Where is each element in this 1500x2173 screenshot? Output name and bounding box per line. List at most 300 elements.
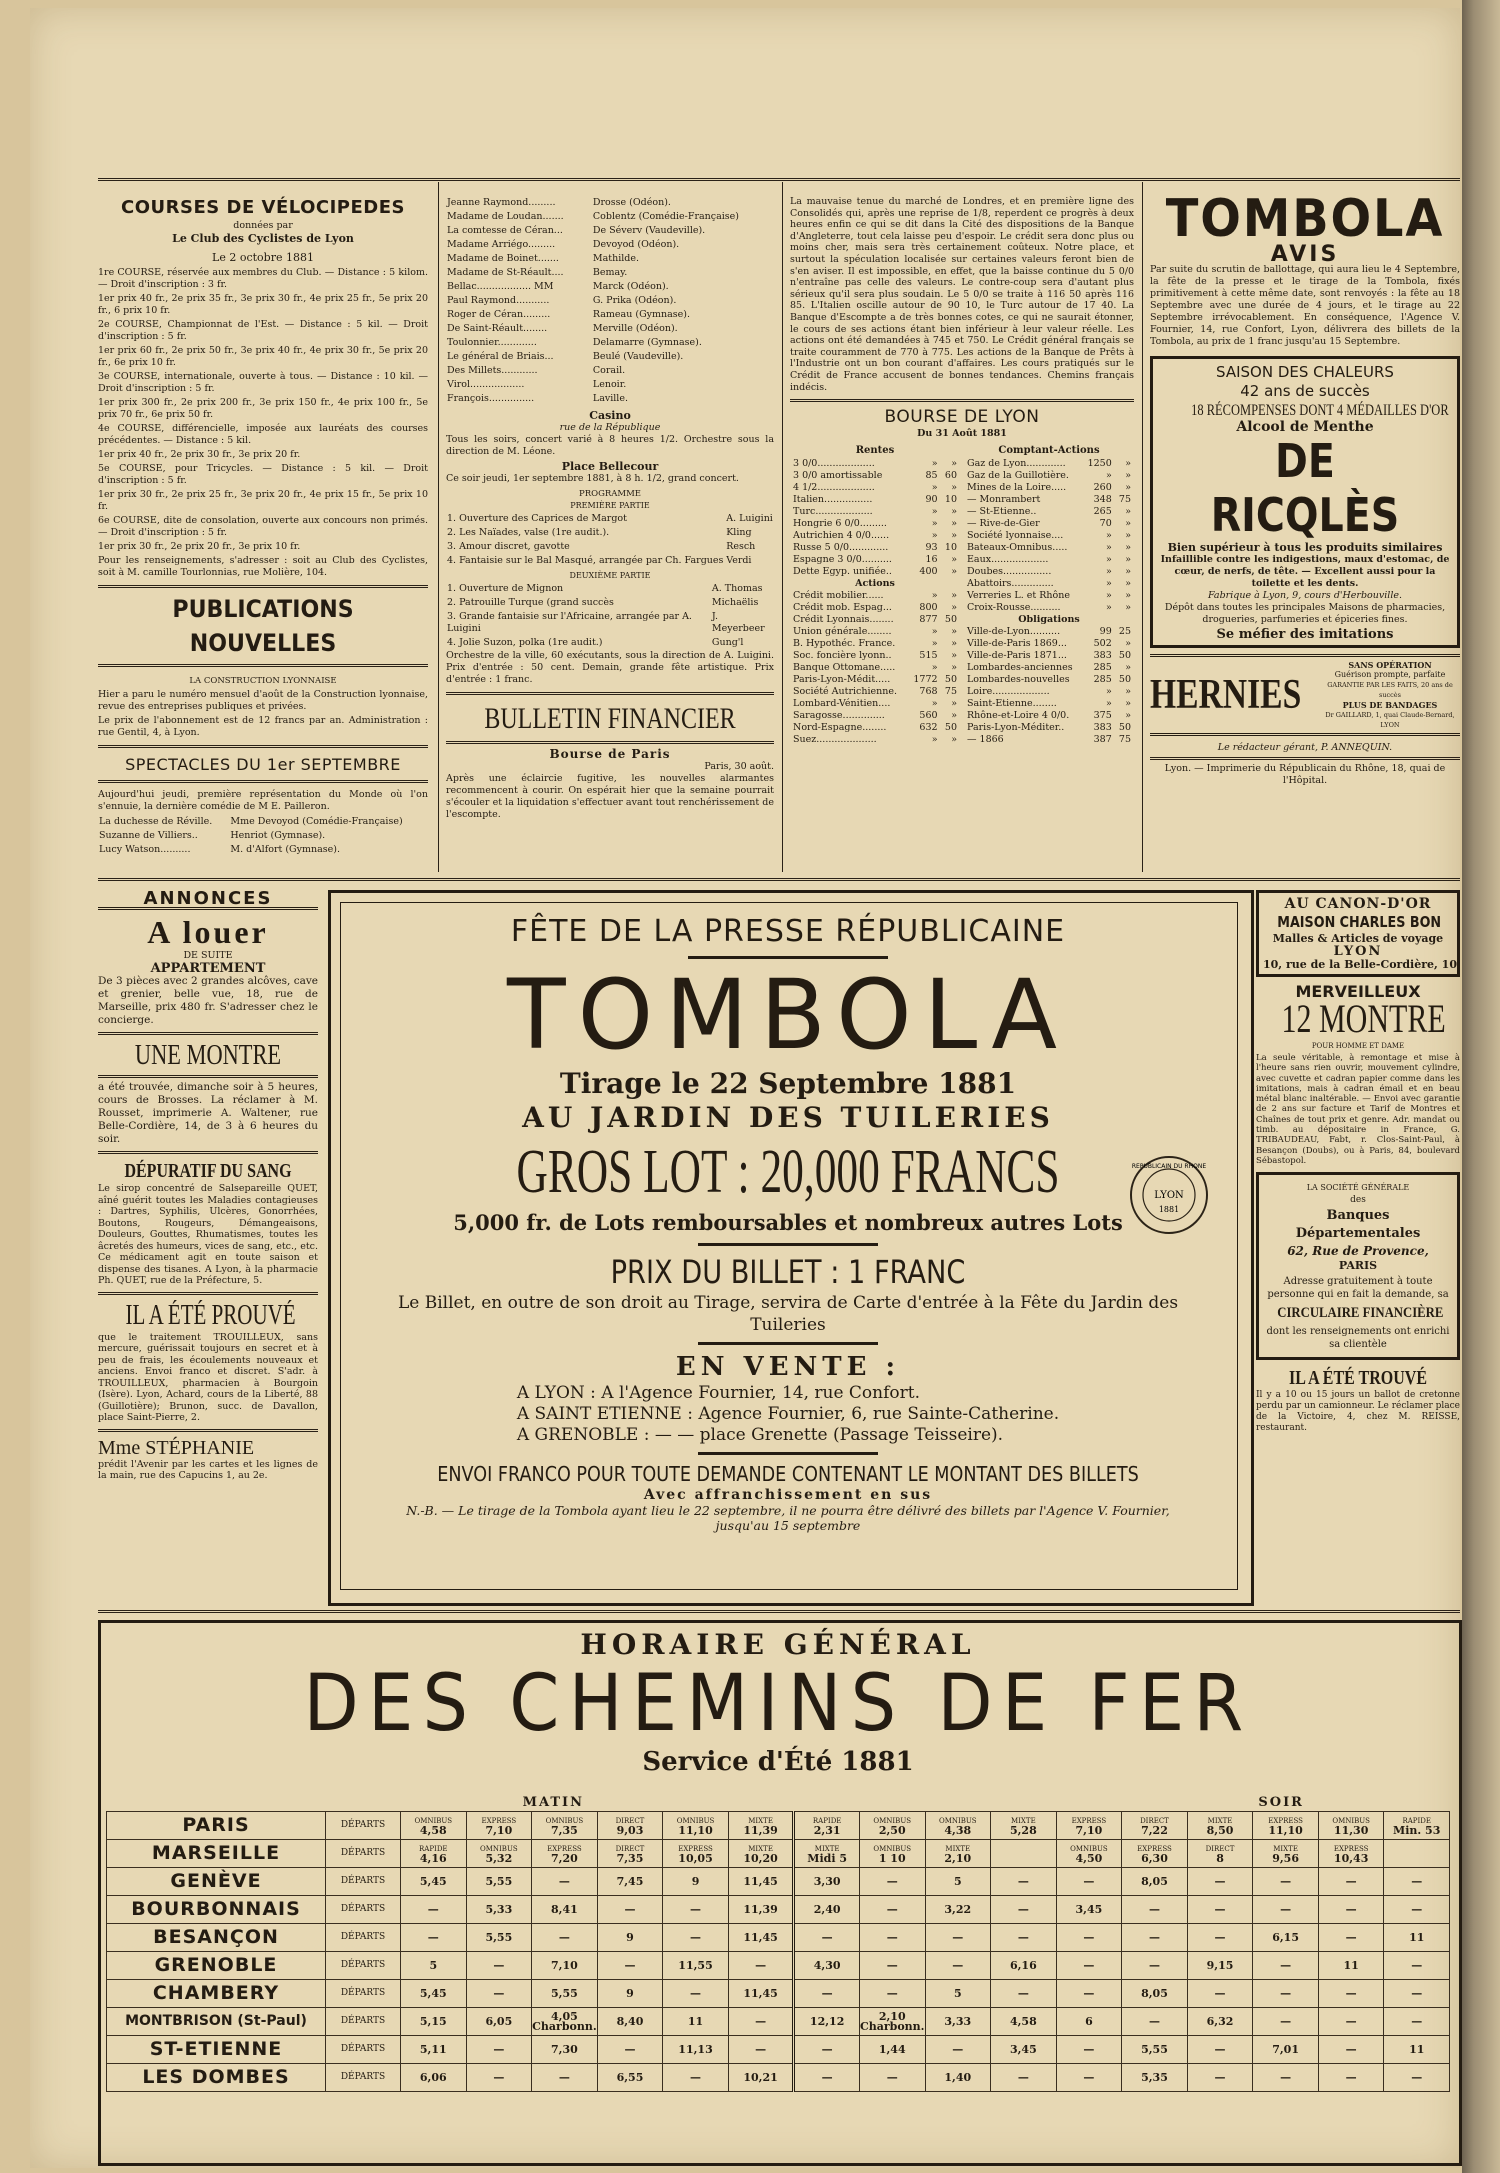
horaire-time-cell [925,2008,991,2036]
horaire-time-cell [1384,1840,1450,1868]
bourse-cents: » [951,662,957,674]
courses-line: 1er prix 40 fr., 2e prix 30 fr., 3e prix 20 fr. [98,449,301,460]
column-3 [790,196,1134,746]
train-type: EXPRESS [1268,1816,1303,1825]
bourse-cents: » [951,506,957,518]
bourse-cents: » [1125,518,1131,530]
page-edge [1462,0,1500,2173]
bourse-cents: » [1125,638,1131,650]
bourse-row [964,710,1134,722]
stamp-seal [1124,1150,1214,1240]
bourse-cents: 50 [944,674,957,686]
horaire-time-cell [1187,1896,1253,1924]
column-4 [1150,190,1460,787]
horaire-time-cell [1318,1812,1384,1840]
train-time: 2,31 [813,1823,841,1837]
horaire-time-cell [1056,1868,1122,1896]
train-time: 5,35 [1141,2070,1168,2084]
bourse-cents: 75 [1118,494,1131,506]
train-time: — [886,1902,898,1916]
casino-text: Tous les soirs, concert varié à 8 heures 1/2. Orchestre sous la direction de M. Léone. [446,434,774,457]
programme-item [446,526,774,540]
horaire-time-cell [1122,1840,1188,1868]
horaire-time-cell [466,1840,532,1868]
train-type: EXPRESS [1071,1816,1107,1825]
horaire-time-cell [794,2064,860,2092]
bourse-price: » [931,590,938,602]
train-time: — [1083,2042,1095,2056]
train-time: 3,45 [1009,2042,1037,2056]
horaire-city: GRENOBLE [107,1952,326,1980]
bourse-row [790,638,960,650]
cast-row [98,843,428,857]
cast-actor: Coblentz (Comédie-Française) [592,211,739,222]
bourse-cents: » [951,710,957,722]
bourse-row [790,602,960,614]
trouve-text: Il y a 10 ou 15 jours un ballot de cretonne perdu par un camionneur. Le réclamer place de la Victoire, 4, chez M. REISSE, restaurant. [1256,1390,1461,1434]
train-time: — [1280,1902,1292,1916]
train-type: OMNIBUS [545,1816,584,1825]
horaire-time-cell [1318,1924,1384,1952]
cast-actor: Mme Devoyod (Comédie-Française) [230,816,403,827]
piece: 3. Amour discret, gavotte [447,541,570,552]
bourse-name: Crédit mob. Espag... [793,602,892,614]
horaire-time-cell [925,1952,991,1980]
cast-actor: Drosse (Odéon). [592,197,671,208]
programme-item [446,512,774,526]
divider [98,1075,318,1078]
horaire-time-cell [466,1952,532,1980]
bourse-price: 387 [1093,734,1112,746]
bourse-cents: » [951,602,957,614]
bourse-name: Abattoirs.............. [967,578,1054,590]
train-time: — [1345,2042,1357,2056]
train-time: — [1214,2070,1226,2084]
horaire-time-cell [925,2064,991,2092]
spectacles-title: SPECTACLES DU 1er SEPTEMBRE [125,755,401,774]
cast-role: Suzanne de Villiers.. [99,830,198,841]
bourse-name: B. Hypothéc. France. [793,638,896,650]
horaire-time-cell [532,2008,598,2036]
horaire-time-cell [728,1924,794,1952]
col-sep-2 [782,182,783,872]
horaire-time-cell [991,1868,1057,1896]
horaire-time-cell [794,1812,860,1840]
bourse-cents: » [1125,482,1131,494]
train-time: 8,40 [616,2014,644,2028]
bourse-cents: 50 [944,722,957,734]
montre12-sub: POUR HOMME ET DAME [1311,1042,1405,1050]
depuratif-text: Le sirop concentré de Salsepareille QUET, aîné guérit toutes les Maladies contagieuses : Dartres, Syphilis, Ulcères, Gonorrhées, Boutons, Rougeurs, Démangeaisons, Douleurs, Gouttes, Rhumatismes, toutes les âcretés des humeurs, vices de sang, etc., etc. Ce médicament agit en toute saison et dispense des tisanes. A Lyon, à la pharmacie Ph. QUET, rue de la Préfecture, 5. [98,1183,318,1286]
train-time: 4,05 Charbonn. [532,2009,597,2033]
train-time: 8,05 [1141,1986,1168,2000]
cast-actor: Laville. [592,393,628,404]
horaire-time-cell [1253,1924,1319,1952]
horaire-time-cell [1318,1868,1384,1896]
horaire-time-cell [1384,1980,1450,2008]
horaire-time-cell [1187,1868,1253,1896]
train-time: 6,16 [1009,1958,1037,1972]
bourse-cents: » [1125,662,1131,674]
bourse-price: 348 [1093,494,1112,506]
bourse-name: Gaz de Lyon............. [967,458,1066,470]
train-time: — [821,1930,833,1944]
bourse-name: Saragosse.............. [793,710,885,722]
train-time: 7,45 [616,1874,644,1888]
train-time: — [1083,1986,1095,2000]
bourse-cents: 50 [1118,722,1131,734]
horaire-time-cell [728,1952,794,1980]
bourse-name: — Monrambert [967,494,1041,506]
horaire-time-cell [728,1812,794,1840]
train-type: DIRECT [1140,1816,1169,1825]
bourse-row [790,674,960,686]
horaire-time-cell [1253,1840,1319,1868]
banques-line-3: Banques Départementales [1295,1208,1421,1242]
train-type: OMNIBUS [676,1816,715,1825]
bourse-row [964,602,1134,614]
train-time: — [755,2014,767,2028]
train-time: — [1083,1930,1095,1944]
horaire-time-cell [466,2064,532,2092]
hernies-line-2: Guérison prompte, parfaite [1334,670,1446,679]
train-time: 2,40 [813,1902,841,1916]
horaire-time-cell [794,1840,860,1868]
train-type: OMNIBUS [938,1816,977,1825]
bourse-cents: 25 [1118,626,1131,638]
bourse-price: » [931,482,938,494]
horaire-time-cell [597,1812,663,1840]
train-time: 5,32 [485,1851,513,1865]
cast-role: De Saint-Réault........ [447,323,548,334]
cast-role: La comtesse de Céran... [447,225,563,236]
train-time: 8,41 [551,1902,578,1916]
bourse-header-row [964,443,1134,458]
bourse-name: Paris-Lyon-Médit..... [793,674,891,686]
bourse-cents: » [1125,710,1131,722]
horaire-city: GENÈVE [107,1868,326,1896]
horaire-time-cell [663,1840,729,1868]
bourse-price: 400 [919,566,938,578]
train-time: 9 [626,1986,634,2000]
train-time: — [1411,1986,1423,2000]
ricqles-line-6: Infaillible contre les indigestions, maux d'estomac, de cœur, de nerfs, de tête. — Excellent aussi pour la toilette et les dents. [1160,554,1450,589]
train-time: — [1214,1902,1226,1916]
train-time: 7,20 [551,1851,578,1865]
cast-row [446,322,774,336]
bourse-name: Nord-Espagne........ [793,722,887,734]
cast-row [446,350,774,364]
stamp-bot-text: 1881 [1158,1205,1180,1214]
horaire-departs-label: DÉPARTS [326,2008,401,2036]
hernies-line-3: GARANTIE PAR LES FAITS, 20 ans de succès [1327,681,1453,699]
cast-role: Le général de Briais... [447,351,554,362]
train-time: 11,45 [743,1874,778,1888]
bourse-price: 285 [1093,662,1112,674]
horaire-time-cell [925,1896,991,1924]
montre12-text: La seule véritable, à remontage et mise à l'heure sans rien ouvrir, mouvement cylindre, avec cuvette et cadran papier comme dans les imitations, mais à cadran émail et en beau métal blanc inaltérable. — Envoi avec garantie de 2 ans sur facture et Tarif de Montres et Chaînes de tout prix et genre. Adr. mandat ou timb. au dépositaire in France, G. TRIBAUDEAU, Fabt, r. Clos-Saint-Paul, à Besançon (Doubs), ou à Paris, 84, boulevard Sébastopol. [1256,1053,1460,1166]
bourse-row [790,698,960,710]
horaire-time-cell [1318,1896,1384,1924]
train-time: 11,55 [678,1958,713,1972]
horaire-time-cell [597,1980,663,2008]
train-time: — [1280,2014,1292,2028]
horaire-departs-label: DÉPARTS [326,1868,401,1896]
bourse-name: Crédit Lyonnais........ [793,614,894,626]
bourse-row [964,566,1134,578]
train-time: — [1148,2014,1160,2028]
publications-title: PUBLICATIONS NOUVELLES [172,595,354,657]
bourse-price: » [1105,554,1112,566]
train-time: — [427,1930,439,1944]
bourse-cents: » [1125,470,1131,482]
horaire-time-cell [532,1980,598,2008]
horaire-time-cell [991,1812,1057,1840]
courses-line: 1er prix 300 fr., 2e prix 200 fr., 3e prix 150 fr., 4e prix 100 fr., 5e prix 70 fr., 6e prix 50 fr. [98,397,428,420]
train-time: 11 [1343,1958,1359,1972]
composer: Kling [726,527,752,538]
ricqles-line-4: Alcool de Menthe [1236,419,1374,435]
ricqles-line-5: Bien supérieur à tous les produits similaires [1167,541,1443,554]
cast-role: Madame de St-Réault.... [447,267,564,278]
horaire-departs-label: DÉPARTS [326,2036,401,2064]
train-time: 4,16 [419,1851,447,1865]
horaire-time-cell [1122,1924,1188,1952]
canon-line-3: 10, rue de la Belle-Cordière, 10 [1263,958,1457,971]
bourse-price: 285 [1093,674,1112,686]
horaire-row [107,1896,1450,1924]
courses-line: 4e COURSE, différencielle, imposée aux lauréats des courses précédentes. — Distance : 5 kil. [98,423,428,446]
horaire-time-cell [728,1980,794,2008]
horaire-time-cell [1187,1980,1253,2008]
train-time: — [1345,2014,1357,2028]
divider [98,1429,318,1432]
train-time: — [1017,2070,1029,2084]
horaire-departs-label: DÉPARTS [326,2064,401,2092]
bourse-cents: » [951,590,957,602]
bourse-price: 90 [925,494,938,506]
tombola-vente-grenoble: A GRENOBLE : — — place Grenette (Passage Teisseire). [516,1425,1004,1445]
bourse-row [790,650,960,662]
bourse-cents: » [1125,698,1131,710]
horaire-time-cell [925,1924,991,1952]
horaire-departs-label: DÉPARTS [326,1840,401,1868]
part-2-title: DEUXIÈME PARTIE [569,571,651,580]
horaire-time-cell [991,2064,1057,2092]
courses-line: 3e COURSE, internationale, ouverte à tous. — Distance : 10 kil. — Droit d'inscription : 5 fr. [98,371,428,394]
bourse-name: Ville-de-Lyon.......... [967,626,1061,638]
tombola-vente-list [517,1383,1059,1446]
bourse-row [964,458,1134,470]
bourse-price: » [1105,686,1112,698]
bourse-name: Mines de la Loire..... [967,482,1067,494]
horaire-time-cell [532,1840,598,1868]
bourse-cents: 50 [1118,674,1131,686]
bourse-name: Autrichien 4 0/0...... [793,530,890,542]
train-time: Min. 53 [1393,1823,1441,1837]
train-type: DIRECT [615,1844,645,1853]
horaire-time-cell [925,1980,991,2008]
horaire-time-cell [532,1952,598,1980]
canon-line-2: LYON [1333,944,1383,959]
train-time: — [1345,1986,1357,2000]
bourse-row [790,734,960,746]
train-time: — [1280,1958,1292,1972]
bourse-name: Rhône-et-Loire 4 0/0. [967,710,1070,722]
horaire-row [107,1924,1450,1952]
bourse-price: 383 [1093,722,1112,734]
cast-actor: Merville (Odéon). [592,323,678,334]
train-time: — [558,1930,570,1944]
train-type: OMNIBUS [873,1816,912,1825]
horaire-time-cell [1253,1896,1319,1924]
train-time: 6,32 [1206,2014,1234,2028]
tombola-nb: N.-B. — Le tirage de la Tombola ayant lieu le 22 septembre, il ne pourra être délivré des billets par l'Agence V. Fournier, jusqu'au 15 septembre [406,1503,1170,1533]
col-sep-3 [1142,182,1143,872]
train-time: 3,33 [944,2014,972,2028]
horaire-time-cell [1318,1952,1384,1980]
horaire-row [107,1840,1450,1868]
train-time: — [427,1902,439,1916]
bourse-name: Lombard-Vénitien.... [793,698,891,710]
bourse-price: 515 [919,650,938,662]
tombola-avis-title: TOMBOLA [1165,189,1445,249]
tombola-affranchissement: Avec affranchissement en sus [643,1487,933,1503]
composer: A. Luigini [726,513,773,524]
bourse-price: » [1105,578,1112,590]
horaire-row [107,2008,1450,2036]
bourse-price: » [1105,566,1112,578]
tombola-envoi: ENVOI FRANCO POUR TOUTE DEMANDE CONTENANT LE MONTANT DES BILLETS [437,1462,1139,1486]
annonces-column [98,888,318,1484]
horaire-time-cell [991,2008,1057,2036]
train-time: Midi 5 [807,1851,848,1865]
soir-label: SOIR [1258,1795,1304,1810]
train-time: — [493,2042,505,2056]
programme-item [446,596,774,610]
horaire-time-cell [991,1952,1057,1980]
bourse-row [964,638,1134,650]
bourse-price: 800 [919,602,938,614]
horaire-time-cell [597,2008,663,2036]
cast-row [446,280,774,294]
horaire-time-cell [401,1812,467,1840]
train-type: RAPIDE [419,1844,448,1853]
stamp-mid-text: LYON [1154,1190,1184,1201]
horaire-time-cell [466,1896,532,1924]
ricqles-brand: DE RICQLÈS [1210,434,1400,542]
train-time: — [1345,1902,1357,1916]
bourse-section-label: Obligations [1018,614,1080,626]
bourse-date: Du 31 Août 1881 [917,428,1007,440]
cast-actor: Lenoir. [592,379,627,390]
train-time: 9 [691,1874,700,1888]
train-time: 11 [1409,1930,1425,1944]
train-time: 11,39 [743,1902,778,1916]
bourse-title: BOURSE DE LYON [884,407,1040,428]
bulletin-sub: Bourse de Paris [549,747,671,761]
cast-role: Des Millets............ [447,365,538,376]
bourse-row [790,686,960,698]
horaire-time-cell [1056,1812,1122,1840]
horaire-time-cell [1384,1924,1450,1952]
horaire-time-cell [663,2008,729,2036]
bourse-name: Loire................... [967,686,1050,698]
train-time: 5 [953,1986,962,2000]
cast-row [446,238,774,252]
horaire-time-cell [991,1980,1057,2008]
train-time: — [624,1902,636,1916]
horaire-city: CHAMBERY [107,1980,326,2008]
train-time: 8,50 [1206,1823,1234,1837]
divider [698,1243,878,1246]
tombola-jardin: AU JARDIN DES TUILERIES [522,1101,1054,1134]
horaire-time-cell [532,1924,598,1952]
bourse-row [790,506,960,518]
train-type: MIXTE [748,1844,773,1853]
train-type: OMNIBUS [873,1844,912,1853]
bourse-cents: » [951,734,957,746]
train-time: — [1214,1874,1226,1888]
tombola-title: TOMBOLA [506,959,1070,1071]
train-time: — [690,1902,702,1916]
horaire-sub: Service d'Été 1881 [642,1747,914,1777]
bourse-name: Union générale........ [793,626,892,638]
bourse-row [790,494,960,506]
bourse-price: 560 [919,710,938,722]
horaire-time-cell [991,1896,1057,1924]
ricqles-line-1: SAISON DES CHALEURS [1216,363,1394,381]
divider [98,664,428,667]
canon-ad [1256,890,1460,977]
cast-row [446,224,774,238]
train-time: 5,11 [419,2042,447,2056]
train-time: — [952,2042,964,2056]
train-time: — [1017,1930,1029,1944]
hernies-line-5: Dr GAILLARD, 1, quai Claude-Bernard, LYON [1325,711,1455,729]
bourse-price: » [931,506,938,518]
train-time: — [1411,2014,1423,2028]
bourse-price: » [931,734,938,746]
train-time: 9 [626,1930,634,1944]
bourse-row [790,458,960,470]
tombola-tirage: Tirage le 22 Septembre 1881 [559,1067,1017,1100]
canon-line-1: Malles & Articles de voyage [1272,932,1444,945]
train-time: 11,39 [743,1823,778,1837]
programme-title: PROGRAMME [578,489,642,499]
banques-line-7: CIRCULAIRE FINANCIÈRE [1277,1305,1444,1322]
cast-role: Toulonnier............. [447,337,537,348]
horaire-departs-label: DÉPARTS [326,1812,401,1840]
bourse-row [790,530,960,542]
train-time: — [1214,1986,1226,2000]
piece: 4. Jolie Suzon, polka (1re audit.) [447,637,603,648]
bourse-row [964,650,1134,662]
canon-title: AU CANON-D'OR [1284,896,1432,912]
part-1-title: PREMIÈRE PARTIE [570,501,650,510]
bourse-row [964,590,1134,602]
horaire-time-cell [1187,1840,1253,1868]
train-time: — [690,1986,702,2000]
horaire-time-cell [991,1840,1057,1868]
bourse-cents: 75 [1118,734,1131,746]
horaire-row [107,1952,1450,1980]
bourse-row [790,626,960,638]
train-time: — [821,1986,833,2000]
courses-date: Le 2 octobre 1881 [212,251,314,264]
bourse-price: » [1105,530,1112,542]
horaire-time-cell [597,2036,663,2064]
